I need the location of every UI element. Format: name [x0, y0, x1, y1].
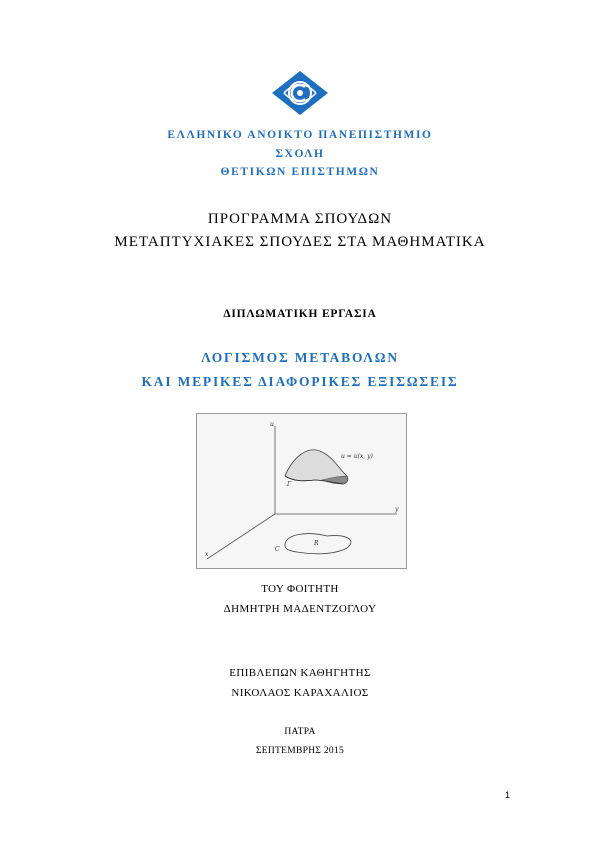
thesis-title-line2: ΚΑΙ ΜΕΡΙΚΕΣ ΔΙΑΦΟΡΙΚΕΣ ΕΞΙΣΩΣΕΙΣ: [141, 374, 459, 389]
u-axis-label: u: [270, 421, 274, 428]
place: ΠΑΤΡΑ: [284, 727, 316, 737]
school-label: ΣΧΟΛΗ: [275, 148, 325, 160]
program-subtitle: ΜΕΤΑΠΤΥΧΙΑΚΕΣ ΣΠΟΥΔΕΣ ΣΤΑ ΜΑΘΗΜΑΤΙΚΑ: [114, 234, 486, 250]
gamma-label: Γ: [287, 481, 292, 488]
supervisor-name: ΝΙΚΟΛΑΟΣ ΚΑΡΑΧΑΛΙΟΣ: [231, 687, 369, 699]
university-logo: [271, 70, 329, 116]
program-title: ΠΡΟΓΡΑΜΜΑ ΣΠΟΥΔΩΝ: [207, 211, 393, 227]
page-number: 1: [504, 790, 510, 800]
y-axis-label: y: [395, 506, 399, 513]
school-name: ΘΕΤΙΚΩΝ ΕΠΙΣΤΗΜΩΝ: [220, 166, 380, 178]
date: ΣΕΠΤΕΜΒΡΗΣ 2015: [255, 746, 345, 756]
supervisor-label: ΕΠΙΒΛΕΠΩΝ ΚΑΘΗΓΗΤΗΣ: [229, 667, 371, 679]
cover-figure: [196, 413, 407, 569]
curve-label: C: [275, 546, 280, 553]
university-name: ΕΛΛΗΝΙΚΟ ΑΝΟΙΚΤΟ ΠΑΝΕΠΙΣΤΗΜΙΟ: [167, 129, 433, 141]
student-name: ΔΗΜΗΤΡΗ ΜΑΔΕΝΤΖΟΓΛΟΥ: [223, 603, 377, 615]
x-axis: [207, 514, 275, 559]
region-label: R: [314, 540, 319, 547]
x-axis-label: x: [205, 551, 209, 558]
surface-label: u = u(x, y): [341, 453, 373, 460]
thesis-label: ΔΙΠΛΩΜΑΤΙΚΗ ΕΡΓΑΣΙΑ: [223, 308, 377, 320]
thesis-title-line1: ΛΟΓΙΣΜΟΣ ΜΕΤΑΒΟΛΩΝ: [201, 350, 399, 365]
surface-diagram: [197, 414, 406, 568]
student-label: ΤΟΥ ΦΟΙΤΗΤΗ: [261, 583, 339, 595]
